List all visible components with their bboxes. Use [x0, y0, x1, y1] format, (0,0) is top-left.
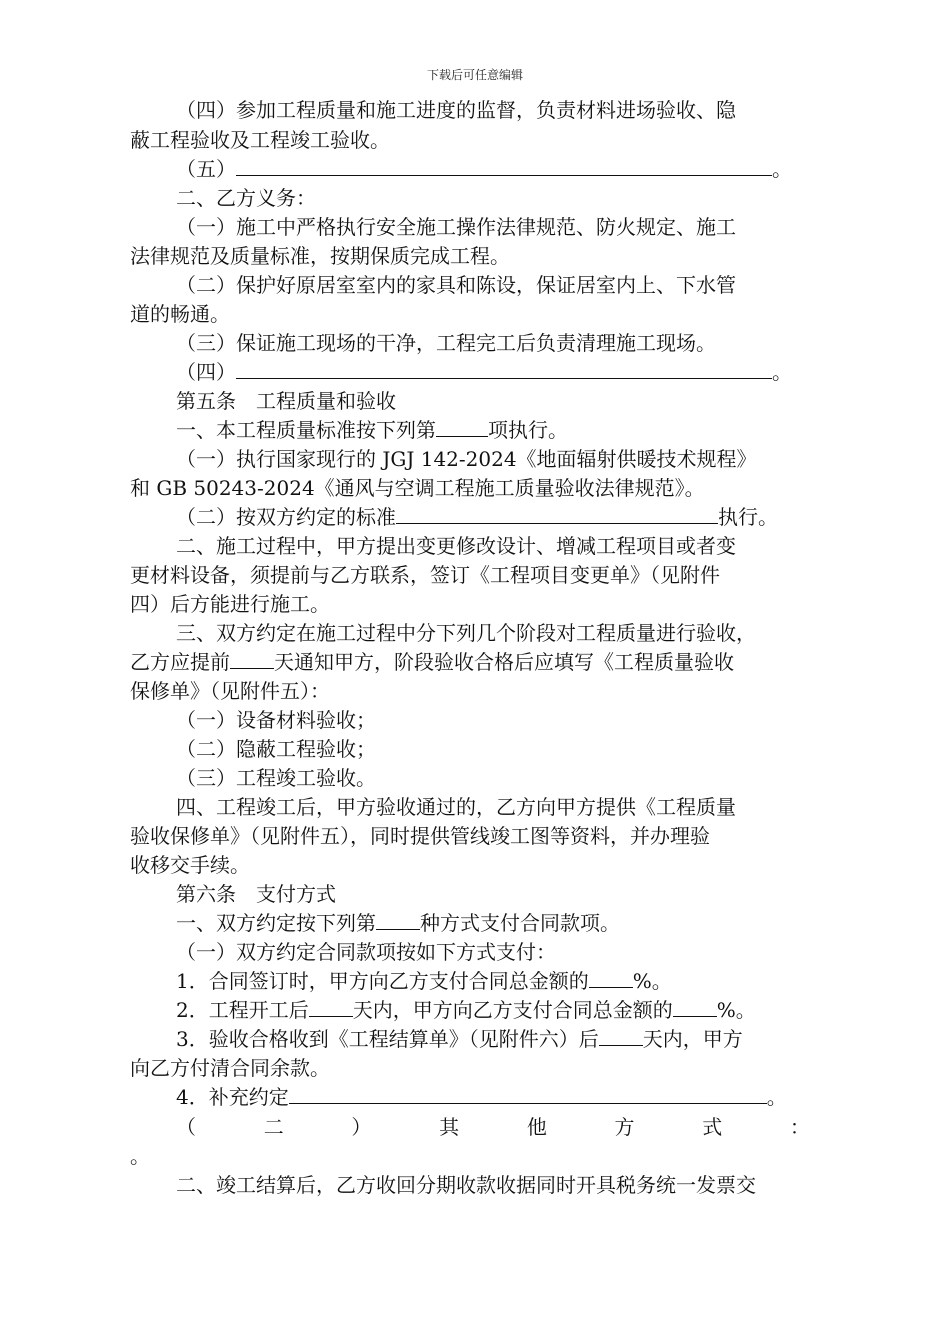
fill-in-blank[interactable] — [309, 996, 353, 1017]
text-line — [176, 938, 556, 966]
line-text: 。 — [130, 1144, 150, 1168]
text-line — [176, 532, 736, 560]
line-text: （四） — [176, 360, 236, 384]
text-line — [130, 1142, 150, 1170]
text-line — [176, 358, 792, 386]
line-text: 天内，甲方向乙方支付合同总金额的 — [352, 998, 673, 1022]
text-line — [130, 590, 330, 618]
spread-text-line — [176, 1113, 810, 1141]
line-text: （一）施工中严格执行安全施工操作法律规范、防火规定、施工 — [176, 215, 736, 239]
line-text: 收移交手续。 — [130, 853, 250, 877]
text-line — [176, 967, 672, 995]
line-text: 四、工程竣工后，甲方验收通过的，乙方向甲方提供《工程质量 — [176, 795, 736, 819]
text-line — [176, 1083, 787, 1111]
text-line — [176, 909, 620, 937]
line-text: 二、施工过程中，甲方提出变更修改设计、增减工程项目或者变 — [176, 534, 736, 558]
line-text: 保修单》（见附件五）： — [130, 679, 330, 703]
fill-in-blank[interactable] — [236, 358, 772, 379]
line-text: 蔽工程验收及工程竣工验收。 — [130, 128, 390, 152]
line-text: 法律规范及质量标准，按期保质完成工程。 — [130, 244, 510, 268]
line-text: 和 GB 50243-2024《通风与空调工程施工质量验收法律规范》。 — [130, 476, 705, 500]
spread-char: ） — [351, 1115, 372, 1139]
page-header-note: 下载后可任意编辑 — [426, 68, 523, 82]
fill-in-blank[interactable] — [396, 503, 718, 524]
text-line — [176, 329, 716, 357]
line-text: 道的畅通。 — [130, 302, 230, 326]
fill-in-blank[interactable] — [230, 648, 274, 669]
line-text: 验收保修单》（见附件五），同时提供管线竣工图等资料，并办理验 — [130, 824, 710, 848]
text-line — [130, 648, 734, 676]
line-text: 更材料设备，须提前与乙方联系，签订《工程项目变更单》（见附件 — [130, 563, 720, 587]
line-text: 4．补充约定 — [176, 1085, 289, 1109]
line-text: （二）按双方约定的标准 — [176, 505, 396, 529]
spread-char: 方 — [614, 1115, 635, 1139]
line-text: （三）工程竣工验收。 — [176, 766, 376, 790]
line-text: 项执行。 — [488, 418, 568, 442]
fill-in-blank[interactable] — [673, 996, 717, 1017]
line-text: 第六条 支付方式 — [176, 882, 336, 906]
text-line — [176, 619, 756, 647]
line-text: 执行。 — [718, 505, 778, 529]
line-text: 种方式支付合同款项。 — [420, 911, 620, 935]
text-line — [176, 271, 736, 299]
text-line — [130, 822, 710, 850]
text-line — [176, 445, 757, 473]
text-line — [176, 416, 568, 444]
text-line — [176, 764, 376, 792]
text-line — [176, 503, 778, 531]
text-line — [176, 880, 336, 908]
fill-in-blank[interactable] — [436, 416, 488, 437]
line-text: （二）隐蔽工程验收； — [176, 737, 376, 761]
line-text: 二、竣工结算后，乙方收回分期收款收据同时开具税务统一发票交 — [176, 1173, 756, 1197]
text-line — [130, 1054, 330, 1082]
line-text: （三）保证施工现场的干净，工程完工后负责清理施工现场。 — [176, 331, 716, 355]
line-text: 2．工程开工后 — [176, 998, 309, 1022]
spread-char: 式 — [702, 1115, 723, 1139]
text-line — [130, 677, 330, 705]
line-text: 一、双方约定按下列第 — [176, 911, 376, 935]
line-text: 3．验收合格收到《工程结算单》（见附件六）后 — [176, 1027, 599, 1051]
text-line — [176, 1171, 756, 1199]
line-text: （二）保护好原居室室内的家具和陈设，保证居室内上、下水管 — [176, 273, 736, 297]
line-text: %。 — [716, 998, 756, 1022]
line-text: 三、双方约定在施工过程中分下列几个阶段对工程质量进行验收， — [176, 621, 756, 645]
text-line — [176, 706, 376, 734]
fill-in-blank[interactable] — [376, 909, 420, 930]
text-line — [130, 300, 230, 328]
spread-char: 二 — [263, 1115, 284, 1139]
fill-in-blank[interactable] — [289, 1083, 767, 1104]
line-text: 。 — [772, 360, 792, 384]
line-text: （四）参加工程质量和施工进度的监督，负责材料进场验收、隐 — [176, 98, 736, 122]
line-text: 。 — [772, 157, 792, 181]
fill-in-blank[interactable] — [589, 967, 633, 988]
text-line — [176, 793, 736, 821]
line-text: 。 — [766, 1085, 787, 1109]
line-text: 天通知甲方，阶段验收合格后应填写《工程质量验收 — [274, 650, 734, 674]
spread-char: 他 — [526, 1115, 547, 1139]
spread-char: ： — [789, 1115, 810, 1139]
text-line — [130, 242, 510, 270]
text-line — [176, 184, 316, 212]
line-text: 第五条 工程质量和验收 — [176, 389, 396, 413]
text-line — [176, 735, 376, 763]
text-line — [176, 155, 792, 183]
line-text: （五） — [176, 157, 236, 181]
spread-char: （ — [176, 1115, 196, 1139]
spread-char: 其 — [439, 1115, 460, 1139]
line-text: 四）后方能进行施工。 — [130, 592, 330, 616]
line-text: 1．合同签订时，甲方向乙方支付合同总金额的 — [176, 969, 589, 993]
line-text: （一）执行国家现行的 JGJ 142-2024《地面辐射供暖技术规程》 — [176, 447, 757, 471]
text-line — [176, 213, 736, 241]
text-line — [130, 851, 250, 879]
text-line — [130, 474, 705, 502]
line-text: %。 — [632, 969, 672, 993]
line-text: 天内，甲方 — [642, 1027, 743, 1051]
line-text: 向乙方付清合同余款。 — [130, 1056, 330, 1080]
fill-in-blank[interactable] — [599, 1025, 643, 1046]
line-text: （一）双方约定合同款项按如下方式支付： — [176, 940, 556, 964]
text-line — [176, 387, 396, 415]
line-text: 乙方应提前 — [130, 650, 230, 674]
text-line — [176, 96, 736, 124]
line-text: 一、本工程质量标准按下列第 — [176, 418, 436, 442]
text-line — [176, 1025, 743, 1053]
text-line — [130, 126, 390, 154]
fill-in-blank[interactable] — [236, 155, 772, 176]
text-line — [130, 561, 720, 589]
text-line — [176, 996, 756, 1024]
line-text: 二、乙方义务： — [176, 186, 316, 210]
line-text: （一）设备材料验收； — [176, 708, 376, 732]
